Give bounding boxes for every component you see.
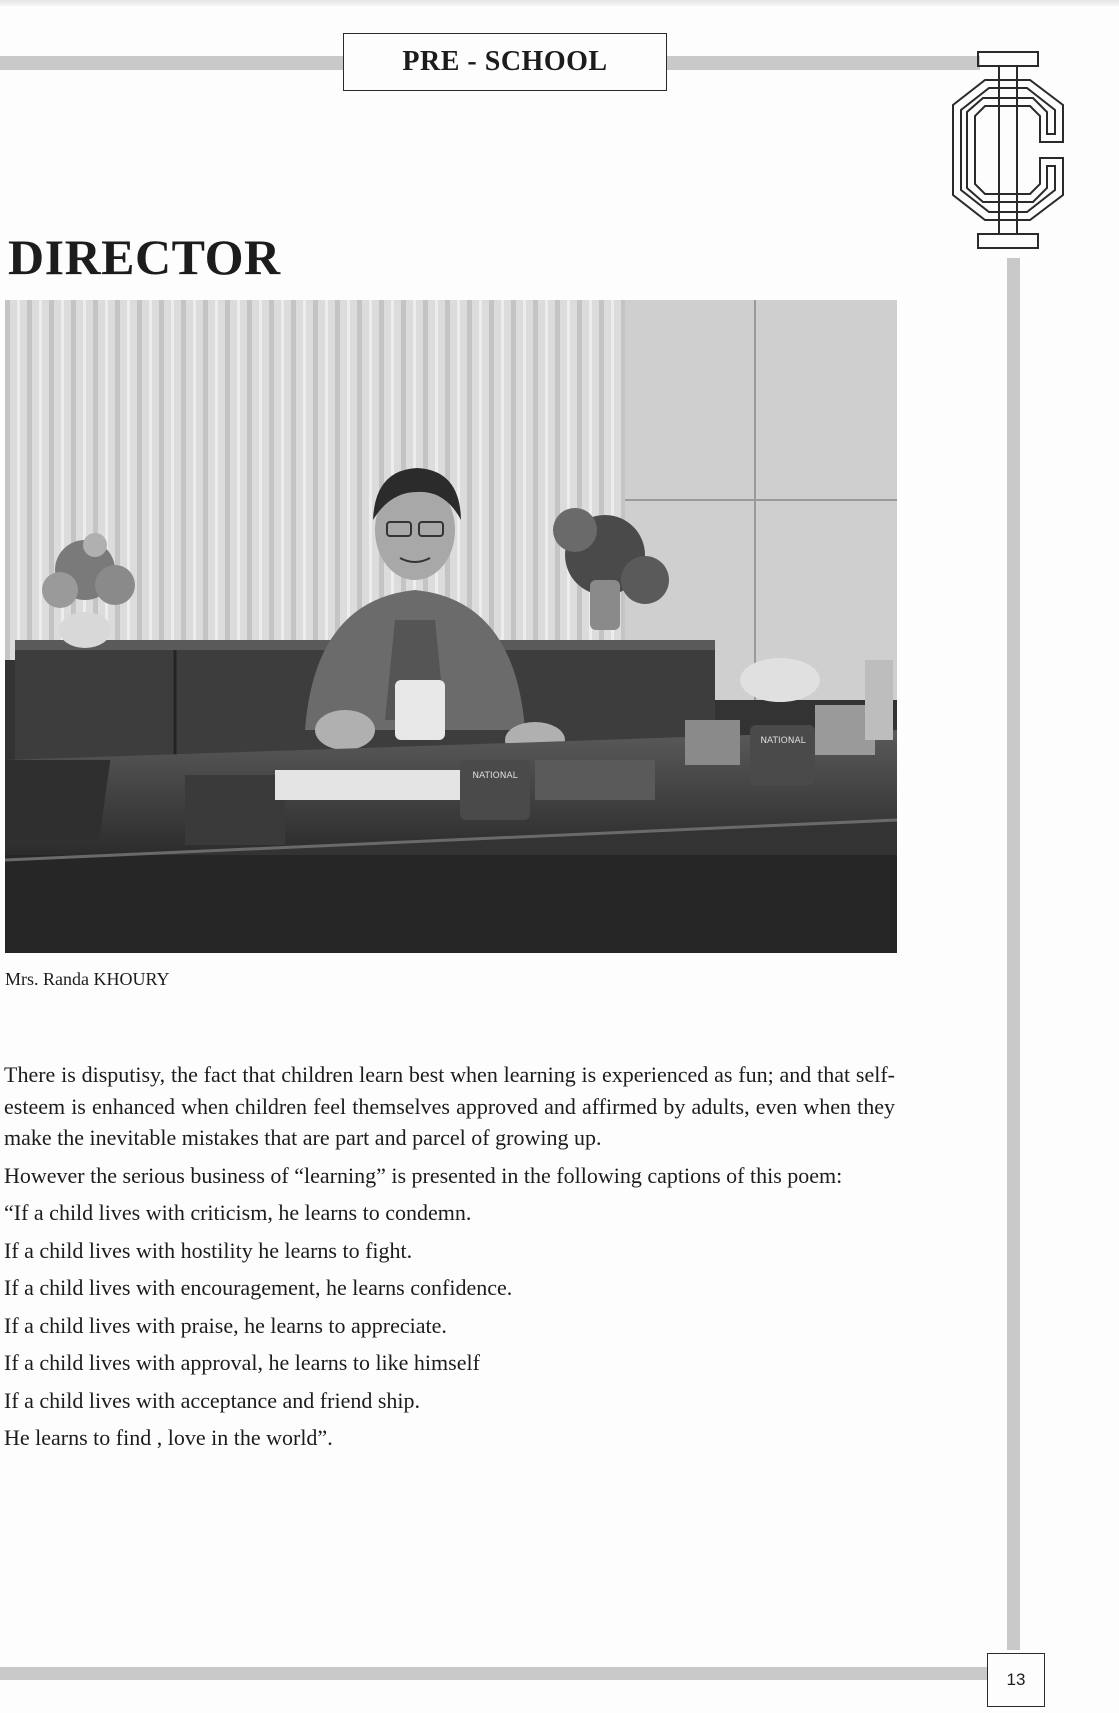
tin-label-1: NATIONAL <box>472 771 518 781</box>
poem-line-2: If a child lives with hostility he learns to fight. <box>4 1237 413 1263</box>
page-title: DIRECTOR <box>8 229 281 285</box>
school-crest-icon <box>945 50 1070 250</box>
section-label-text: PRE - SCHOOL <box>402 46 608 77</box>
page-number: 13 <box>1006 1670 1026 1689</box>
poem-line-3: If a child lives with encouragement, he learns confidence. <box>4 1275 513 1300</box>
poem-line-5: If a child lives with approval, he learns to like himself <box>4 1350 480 1375</box>
tin-label-2: NATIONAL <box>760 736 806 746</box>
paragraph-1: There is disputisy, the fact that children learn best when learning is experienced as fun; and that self-esteem is enhanced when children feel themselves approved and affirmed by adults, even when they make the inevitable mistakes that are part and parcel of growing up. <box>4 1062 895 1150</box>
margin-band <box>1007 258 1020 1650</box>
paragraph-2: However the serious business of “learning” is presented in the following captions of this poem: <box>4 1162 843 1188</box>
director-photo <box>5 300 897 953</box>
poem-line-4: If a child lives with praise, he learns to appreciate. <box>4 1312 447 1338</box>
section-label <box>343 33 667 91</box>
photo-caption: Mrs. Randa KHOURY <box>5 969 170 989</box>
poem-line-1: “If a child lives with criticism, he learns to condemn. <box>4 1200 472 1225</box>
curtain-backdrop <box>5 300 625 660</box>
footer-band <box>0 1667 1007 1680</box>
photo-scene <box>5 300 897 953</box>
poem-line-7: He learns to find , love in the world”. <box>4 1425 333 1450</box>
desk-front <box>5 855 897 953</box>
poem-line-6: If a child lives with acceptance and friend ship. <box>4 1387 421 1413</box>
article-body <box>4 1059 895 1460</box>
page-number-box <box>987 1653 1045 1707</box>
top-edge-rule <box>0 0 1119 6</box>
